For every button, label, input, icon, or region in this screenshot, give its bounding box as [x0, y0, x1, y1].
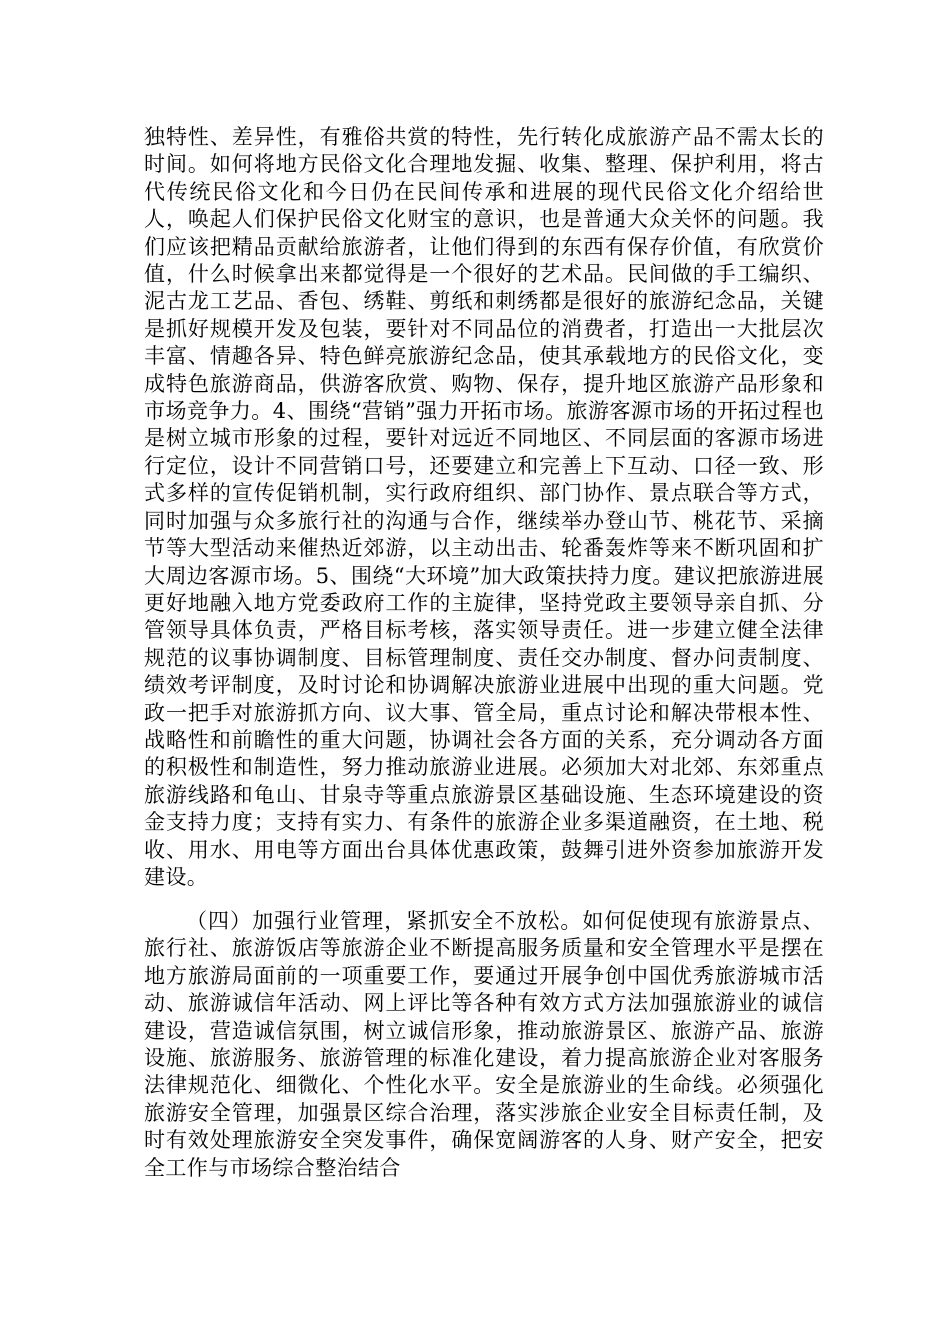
body-paragraph-section-four: （四）加强行业管理，紧抓安全不放松。如何促使现有旅游景点、旅行社、旅游饭店等旅游企业不断提高服务质量和安全管理水平是摆在地方旅游局面前的一项重要工作，要通过开展争创中国优秀旅游城市活动、旅游诚信年活动、网上评比等各种有效方式方法加强旅游业的诚信建设，营造诚信氛围，树立诚信形象，推动旅游景区、旅游产品、旅游设施、旅游服务、旅游管理的标准化建设，着力提高旅游企业对客服务法律规范化、细微化、个性化水平。安全是旅游业的生命线。必须强化旅游安全管理，加强景区综合治理，落实涉旅企业安全目标责任制，及时有效处理旅游安全突发事件，确保宽阔游客的人身、财产安全，把安全工作与市场综合整治结合: [144, 909, 824, 1180]
body-paragraph-continued: 独特性、差异性，有雅俗共赏的特性，先行转化成旅游产品不需太长的时间。如何将地方民俗文化合理地发掘、收集、整理、保护利用，将古代传统民俗文化和今日仍在民间传承和进展的现代民俗文化介绍给世人，唤起人们保护民俗文化财宝的意识，也是普通大众关怀的问题。我们应该把精品贡献给旅游者，让他们得到的东西有保存价值，有欣赏价值，什么时候拿出来都觉得是一个很好的艺术品。民间做的手工编织、泥古龙工艺品、香包、绣鞋、剪纸和刺绣都是很好的旅游纪念品，关键是抓好规模开发及包装，要针对不同品位的消费者，打造出一大批层次丰富、情趣各异、特色鲜亮旅游纪念品，使其承载地方的民俗文化，变成特色旅游商品，供游客欣赏、购物、保存，提升地区旅游产品形象和市场竞争力。4、围绕“营销”强力开拓市场。旅游客源市场的开拓过程也是树立城市形象的过程，要针对远近不同地区、不同层面的客源市场进行定位，设计不同营销口号，还要建立和完善上下互动、口径一致、形式多样的宣传促销机制，实行政府组织、部门协作、景点联合等方式，同时加强与众多旅行社的沟通与合作，继续举办登山节、桃花节、采摘节等大型活动来催热近郊游，以主动出击、轮番轰炸等来不断巩固和扩大周边客源市场。5、围绕“大环境”加大政策扶持力度。建议把旅游进展更好地融入地方党委政府工作的主旋律，坚持党政主要领导亲自抓、分管领导具体负责，严格目标考核，落实领导责任。进一步建立健全法律规范的议事协调制度、目标管理制度、责任交办制度、督办问责制度、绩效考评制度，及时讨论和协调解决旅游业进展中出现的重大问题。党政一把手对旅游抓方向、议大事、管全局，重点讨论和解决带根本性、战略性和前瞻性的重大问题，协调社会各方面的关系，充分调动各方面的积极性和制造性，努力推动旅游业进展。必须加大对北郊、东郊重点旅游线路和龟山、甘泉寺等重点旅游景区基础设施、生态环境建设的资金支持力度；支持有实力、有条件的旅游企业多渠道融资，在土地、税收、用水、用电等方面出台具体优惠政策，鼓舞引进外资参加旅游开发建设。: [144, 125, 824, 889]
